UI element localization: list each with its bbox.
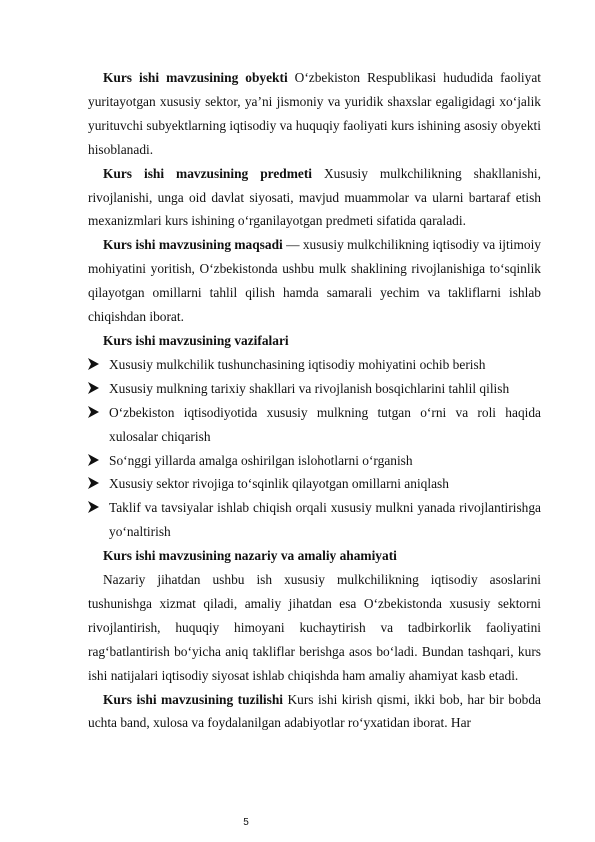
list-item-text: O‘zbekiston iqtisodiyotida xususiy mulkning tutgan o‘rni va roli haqida xulosalar chiqarish [109,404,541,444]
object-paragraph [88,66,541,162]
subject-text: Xususiy mulkchilikning shakllanishi, rivojlanishi, unga oid davlat siyosati, mavjud muammolar va ularni bartaraf etish mexanizmlari kurs ishining o‘rganilayotgan predmeti sifatida qaraladi. [88,165,541,229]
significance-heading: Kurs ishi mavzusining nazariy va amaliy ahamiyati [103,548,397,564]
list-item [88,472,541,496]
arrowhead-bullet-icon [88,449,102,473]
goal-paragraph [88,233,541,329]
list-item-text: Xususiy mulkchilik tushunchasining iqtisodiy mohiyatini ochib berish [109,356,486,372]
list-item-text: So‘nggi yillarda amalga oshirilgan islohotlarni o‘rganish [109,452,413,468]
document-page [88,66,541,735]
significance-paragraph: Nazariy jihatdan ushbu ish xususiy mulkchilikning iqtisodiy asoslarini tushunishga xizmat qiladi, amaliy jihatdan esa O‘zbekistonda xususiy sektorni rivojlantirish, huquqiy himoyani kuchaytirish va tadbirkorlik faoliyatini rag‘batlantirish bo‘yicha aniq takliflar berishga asos bo‘ladi. Bundan tashqari, kurs ishi natijalari iqtisodiy siyosat ishlab chiqishda ham amaliy ahamiyat kasb etadi. [88,572,541,683]
list-item [88,449,541,473]
list-item [88,377,541,401]
object-label: Kurs ishi mavzusining obyekti [103,70,288,85]
goal-label: Kurs ishi mavzusining maqsadi [103,237,283,253]
list-item-text: Xususiy mulkning tarixiy shakllari va rivojlanish bosqichlarini tahlil qilish [109,380,510,396]
structure-paragraph [88,688,541,736]
structure-label: Kurs ishi mavzusining tuzilishi [103,691,284,707]
tasks-heading: Kurs ishi mavzusining vazifalari [103,332,289,348]
arrowhead-bullet-icon [88,401,102,425]
arrowhead-bullet-icon [88,377,102,401]
subject-label: Kurs ishi mavzusining predmeti [103,165,313,181]
list-item-text: Xususiy sektor rivojiga to‘sqinlik qilayotgan omillarni aniqlash [109,476,449,492]
arrowhead-bullet-icon [88,496,102,520]
list-item [88,353,541,377]
goal-text: — xususiy mulkchilikning iqtisodiy va ijtimoiy mohiyatini yoritish, O‘zbekistonda ushbu mulk shaklining rivojlanishiga to‘sqinlik qilayotgan omillarni tahlil qilish hamda samarali yechim va takliflarni ishlab chiqishdan iborat. [88,237,541,325]
page-number: 5 [243,817,249,828]
arrowhead-bullet-icon [88,353,102,377]
object-text: O‘zbekiston Respublikasi hududida faoliyat yuritayotgan xususiy sektor, ya’ni jismoniy va yuridik shaxslar egaligidagi xo‘jalik yurituvchi subyektlarning iqtisodiy va huquqiy faoliyati kurs ishining asosiy obyekti hisoblanadi. [88,70,541,157]
arrowhead-bullet-icon [88,472,102,496]
list-item [88,496,541,544]
structure-text: Kurs ishi kirish qismi, ikki bob, har bir bobda uchta band, xulosa va foydalanilgan adabiyotlar ro‘yxatidan iborat. Har [88,691,541,731]
tasks-list [88,353,541,544]
subject-paragraph [88,162,541,234]
list-item-text: Taklif va tavsiyalar ishlab chiqish orqali xususiy mulkni yanada rivojlantirishga yo‘naltirish [109,500,541,540]
list-item [88,401,541,449]
